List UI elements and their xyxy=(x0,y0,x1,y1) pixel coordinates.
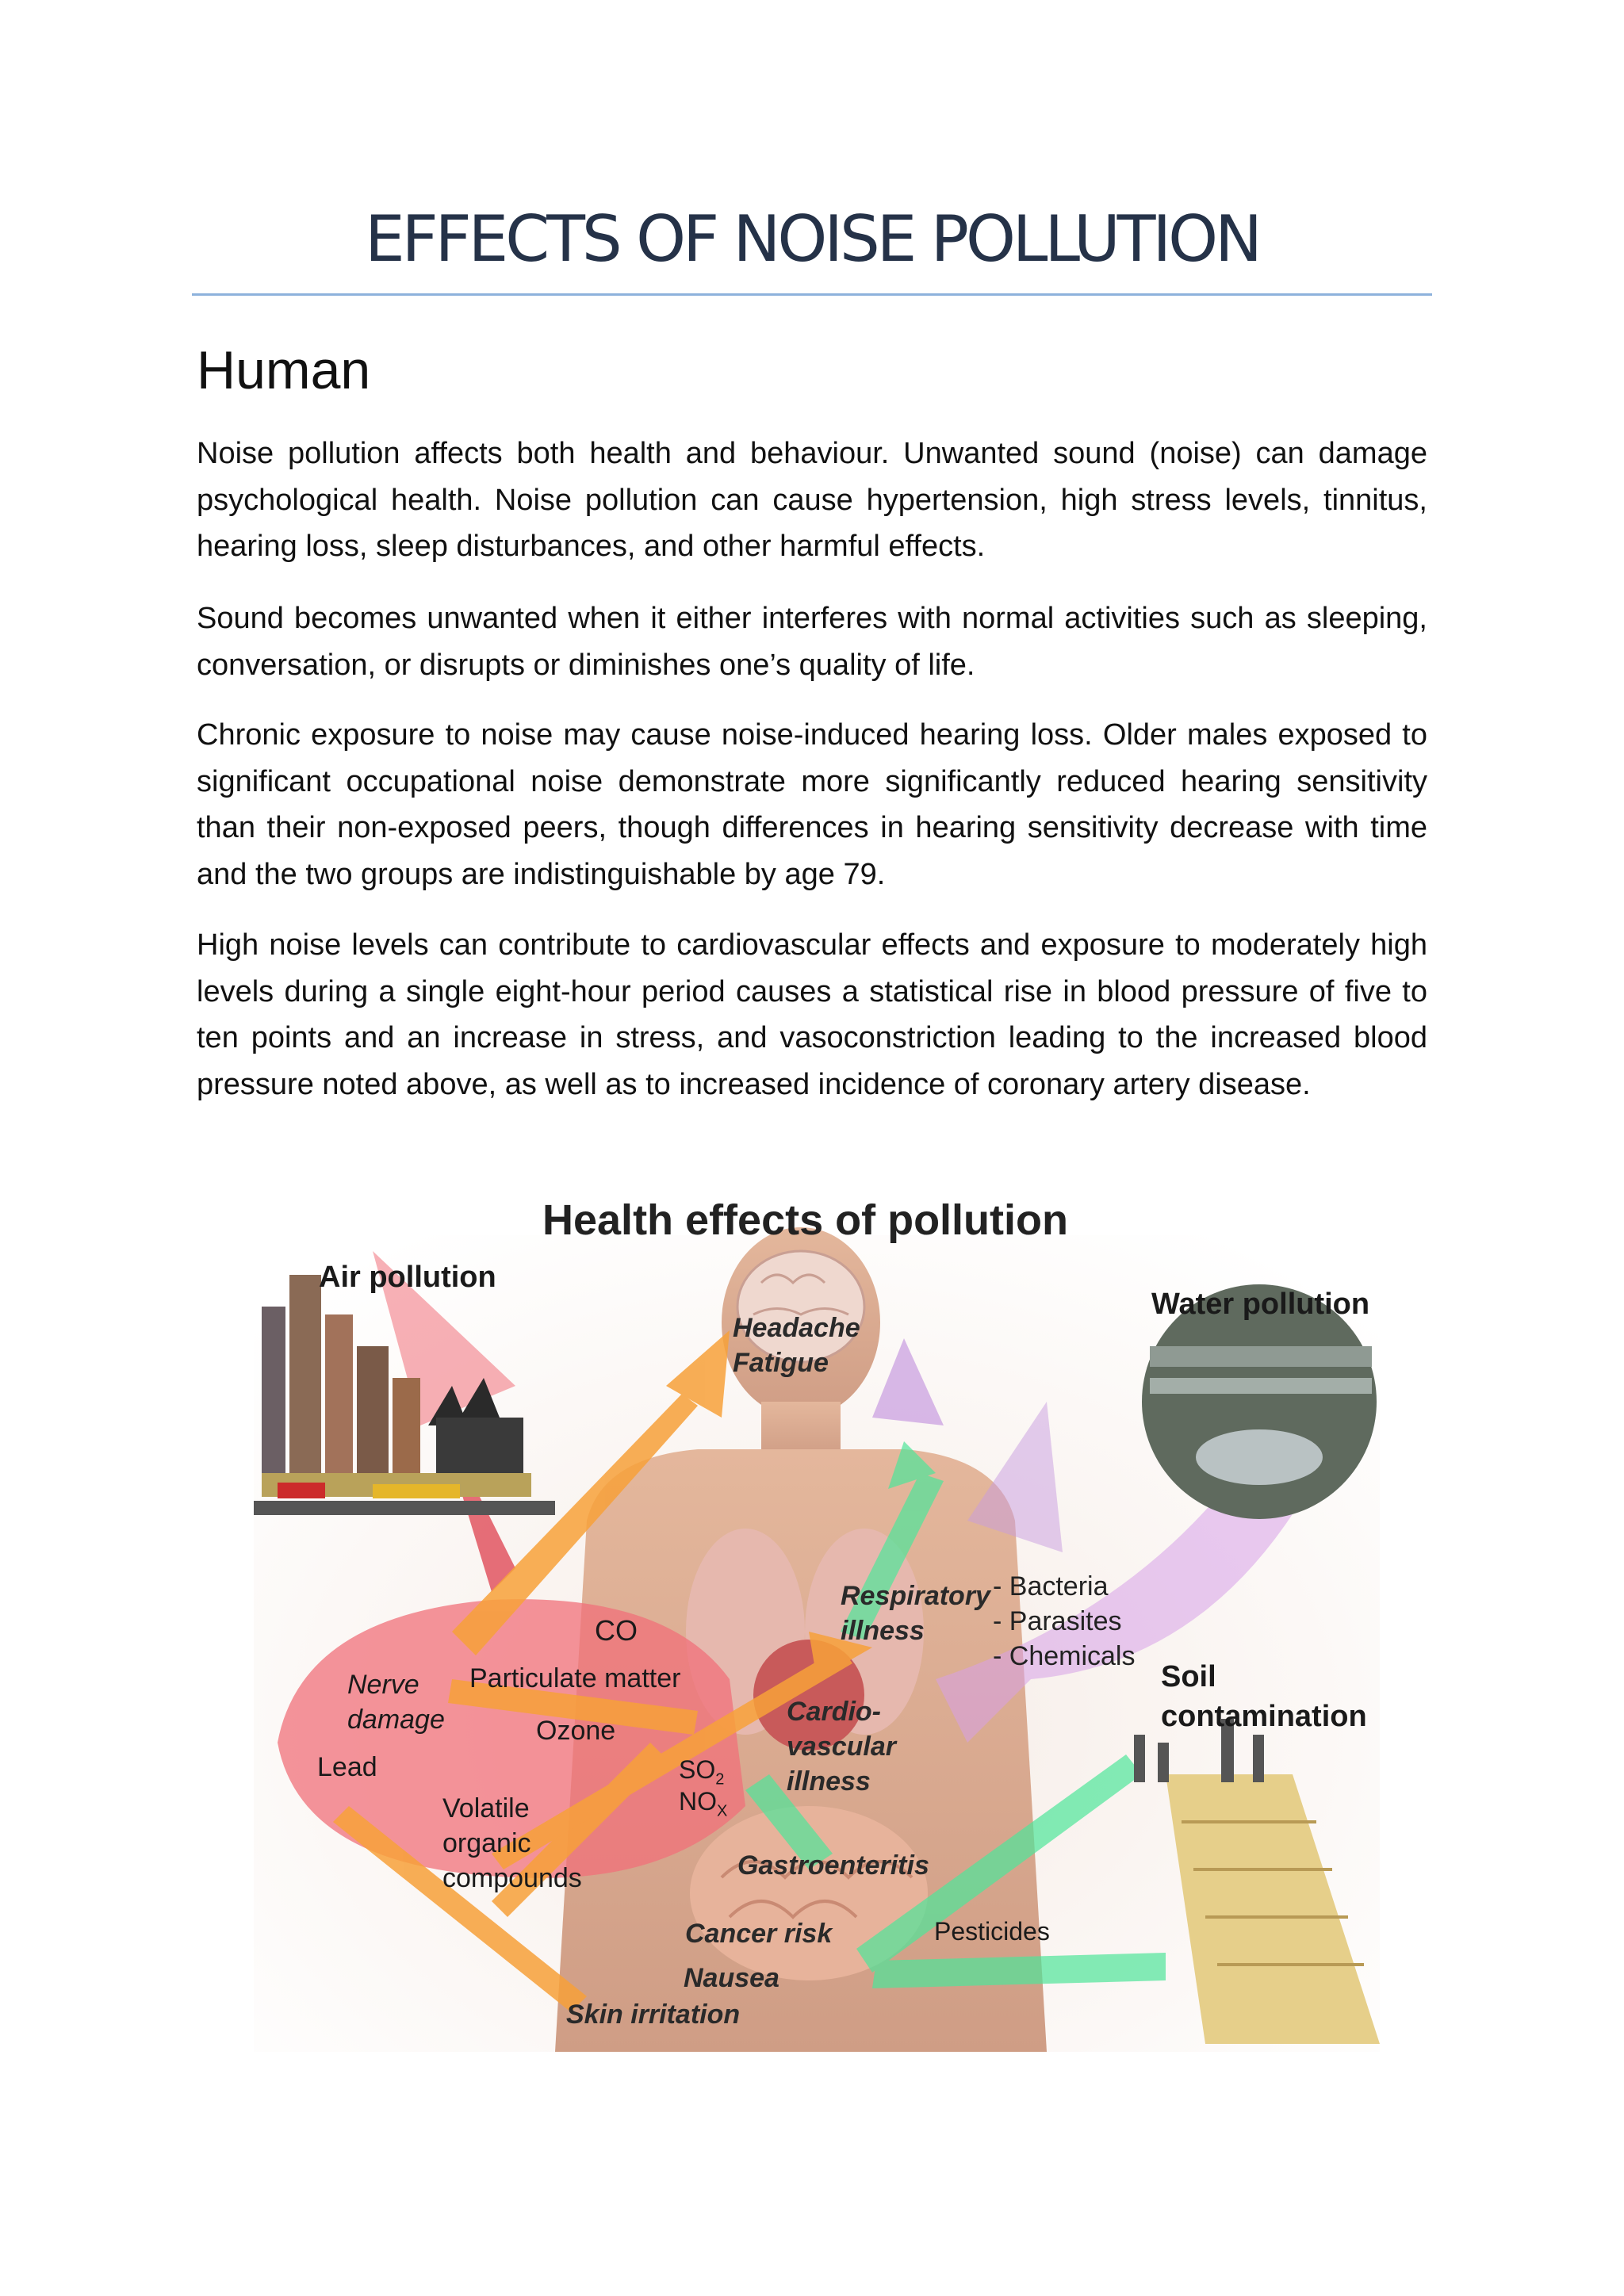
effect-fatigue: Fatigue xyxy=(733,1348,829,1378)
effect-respiratory-line1: Respiratory xyxy=(841,1581,990,1611)
water-item-parasites: - Parasites xyxy=(993,1606,1122,1636)
pollutant-co: CO xyxy=(595,1614,638,1647)
effect-cardio-line2: vascular xyxy=(787,1732,896,1762)
paragraph: Sound becomes unwanted when it either interferes with normal activities such as sleeping, conversation, or disrupts or diminishes one’s quality of life. xyxy=(197,602,1427,682)
effect-respiratory-line2: illness xyxy=(841,1616,925,1646)
health-effects-figure xyxy=(254,1188,1380,2052)
pollutant-pesticides: Pesticides xyxy=(934,1917,1050,1946)
pollutant-ozone: Ozone xyxy=(536,1716,616,1746)
effect-nerve-line1: Nerve xyxy=(347,1670,419,1700)
air-pollution-label: Air pollution xyxy=(319,1261,496,1294)
effect-nerve-line2: damage xyxy=(347,1705,445,1735)
pollutant-voc-line3: compounds xyxy=(442,1863,582,1893)
title-divider xyxy=(192,293,1432,296)
effect-cardio-line3: illness xyxy=(787,1766,871,1797)
soil-label-line1: Soil xyxy=(1161,1660,1216,1693)
soil-label-line2: contamination xyxy=(1161,1700,1367,1733)
section-heading: Human xyxy=(197,340,371,400)
water-item-bacteria: - Bacteria xyxy=(993,1571,1109,1601)
pollutant-voc-line1: Volatile xyxy=(442,1793,530,1823)
pollutant-particulate: Particulate matter xyxy=(469,1663,681,1693)
pollutant-voc-line2: organic xyxy=(442,1828,531,1858)
effect-gastroenteritis: Gastroenteritis xyxy=(737,1850,929,1881)
water-item-chemicals: - Chemicals xyxy=(993,1641,1136,1671)
effect-cancer-risk: Cancer risk xyxy=(685,1919,833,1949)
paragraph: High noise levels can contribute to cardiovascular effects and exposure to moderately high levels during a single eight-hour period causes a statistical rise in blood pressure of five to ten points and an increase in stress, and vasoconstriction leading to the increased blood pressure noted above, as well as to increased incidence of coronary artery disease. xyxy=(197,928,1427,1101)
effect-nausea: Nausea xyxy=(684,1963,779,1993)
effect-cardio-line1: Cardio- xyxy=(787,1697,881,1727)
pollutant-lead: Lead xyxy=(317,1752,377,1782)
paragraph: Chronic exposure to noise may cause noise-induced hearing loss. Older males exposed to significant occupational noise demonstrate more significantly reduced hearing sensitivity than their non-exposed peers, though differences in hearing sensitivity decrease with time and the two groups are indistinguishable by age 79. xyxy=(197,718,1427,891)
pollutant-nox: $NO_X$ xyxy=(679,1787,728,1820)
effect-headache: Headache xyxy=(733,1313,860,1343)
pollutant-so2: $SO_2$ xyxy=(679,1755,725,1789)
document-title: EFFECTS OF NOISE POLLUTION xyxy=(365,202,1259,276)
effect-skin-irritation: Skin irritation xyxy=(566,1999,741,2030)
figure-title: Health effects of pollution xyxy=(542,1196,1069,1244)
paragraph: Noise pollution affects both health and behaviour. Unwanted sound (noise) can damage psychological health. Noise pollution can cause hypertension, high stress levels, tinnitus, hearing loss, sleep disturbances, and other harmful effects. xyxy=(197,437,1427,563)
water-pollution-label: Water pollution xyxy=(1151,1288,1370,1321)
